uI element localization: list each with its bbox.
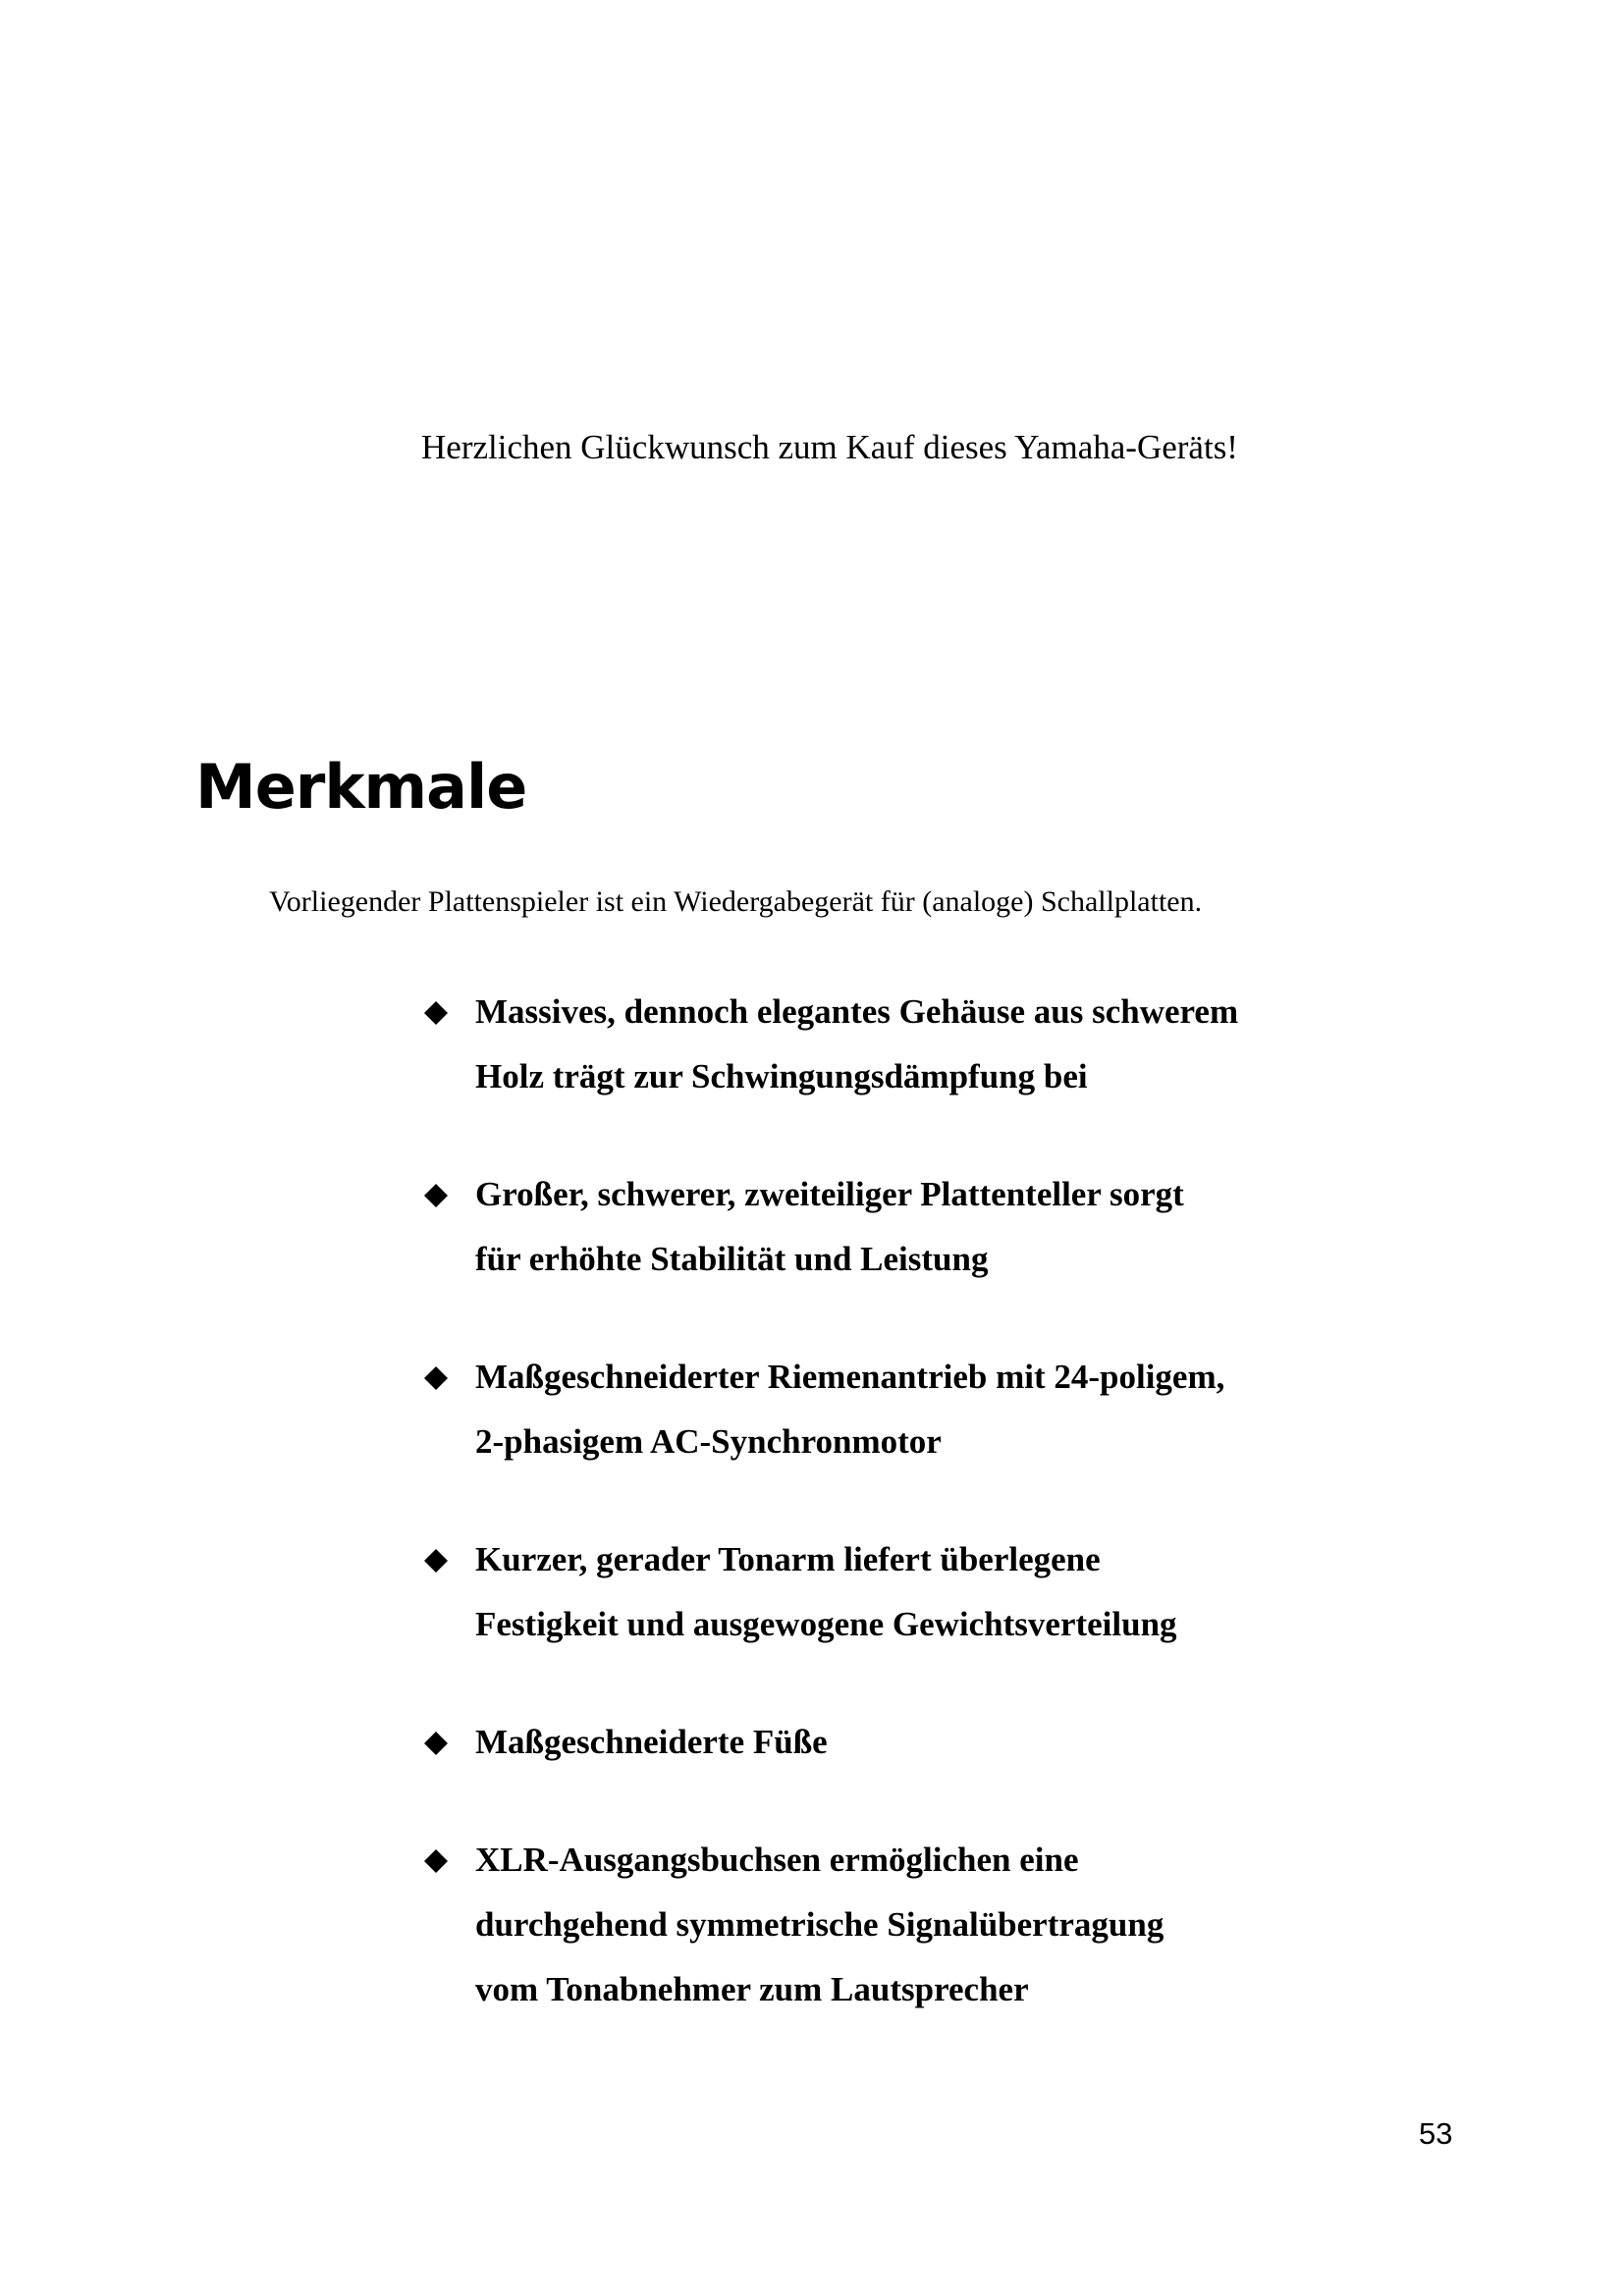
black-diamond-icon — [424, 1732, 448, 1755]
feature-line: Maßgeschneiderter Riemenantrieb mit 24-poligem, — [475, 1358, 1225, 1396]
feature-line: Massives, dennoch elegantes Gehäuse aus schwerem — [475, 992, 1239, 1031]
feature-item — [424, 980, 1238, 1109]
feature-list — [424, 980, 1238, 2075]
black-diamond-icon — [424, 1849, 448, 1873]
greeting-text: Herzlichen Glückwunsch zum Kauf dieses Yamaha-Geräts! — [421, 428, 1238, 466]
feature-line: Festigkeit und ausgewogene Gewichtsverteilung — [475, 1605, 1177, 1643]
feature-line: Kurzer, gerader Tonarm liefert überlegene — [475, 1540, 1101, 1578]
feature-line: XLR-Ausgangsbuchsen ermöglichen eine — [475, 1841, 1079, 1879]
section-heading: Merkmale — [195, 751, 527, 823]
black-diamond-icon — [424, 1549, 448, 1573]
feature-line: Großer, schwerer, zweiteiliger Plattenteller sorgt — [475, 1175, 1184, 1213]
feature-line: durchgehend symmetrische Signalübertragung — [475, 1905, 1164, 1944]
feature-item — [424, 1828, 1238, 2022]
feature-item — [424, 1527, 1238, 1657]
black-diamond-icon — [424, 1184, 448, 1207]
feature-line: Maßgeschneiderte Füße — [475, 1723, 828, 1761]
black-diamond-icon — [424, 1001, 448, 1025]
feature-item — [424, 1162, 1238, 1292]
intro-text: Vorliegender Plattenspieler ist ein Wiedergabegerät für (analoge) Schallplatten. — [269, 885, 1203, 918]
feature-item — [424, 1710, 1238, 1775]
page-number: 53 — [1419, 2116, 1453, 2151]
feature-line: Holz trägt zur Schwingungsdämpfung bei — [475, 1057, 1088, 1095]
feature-item — [424, 1345, 1238, 1474]
feature-line: 2-phasigem AC-Synchronmotor — [475, 1422, 942, 1461]
feature-line: für erhöhte Stabilität und Leistung — [475, 1240, 989, 1278]
black-diamond-icon — [424, 1366, 448, 1390]
feature-line: vom Tonabnehmer zum Lautsprecher — [475, 1970, 1029, 2008]
